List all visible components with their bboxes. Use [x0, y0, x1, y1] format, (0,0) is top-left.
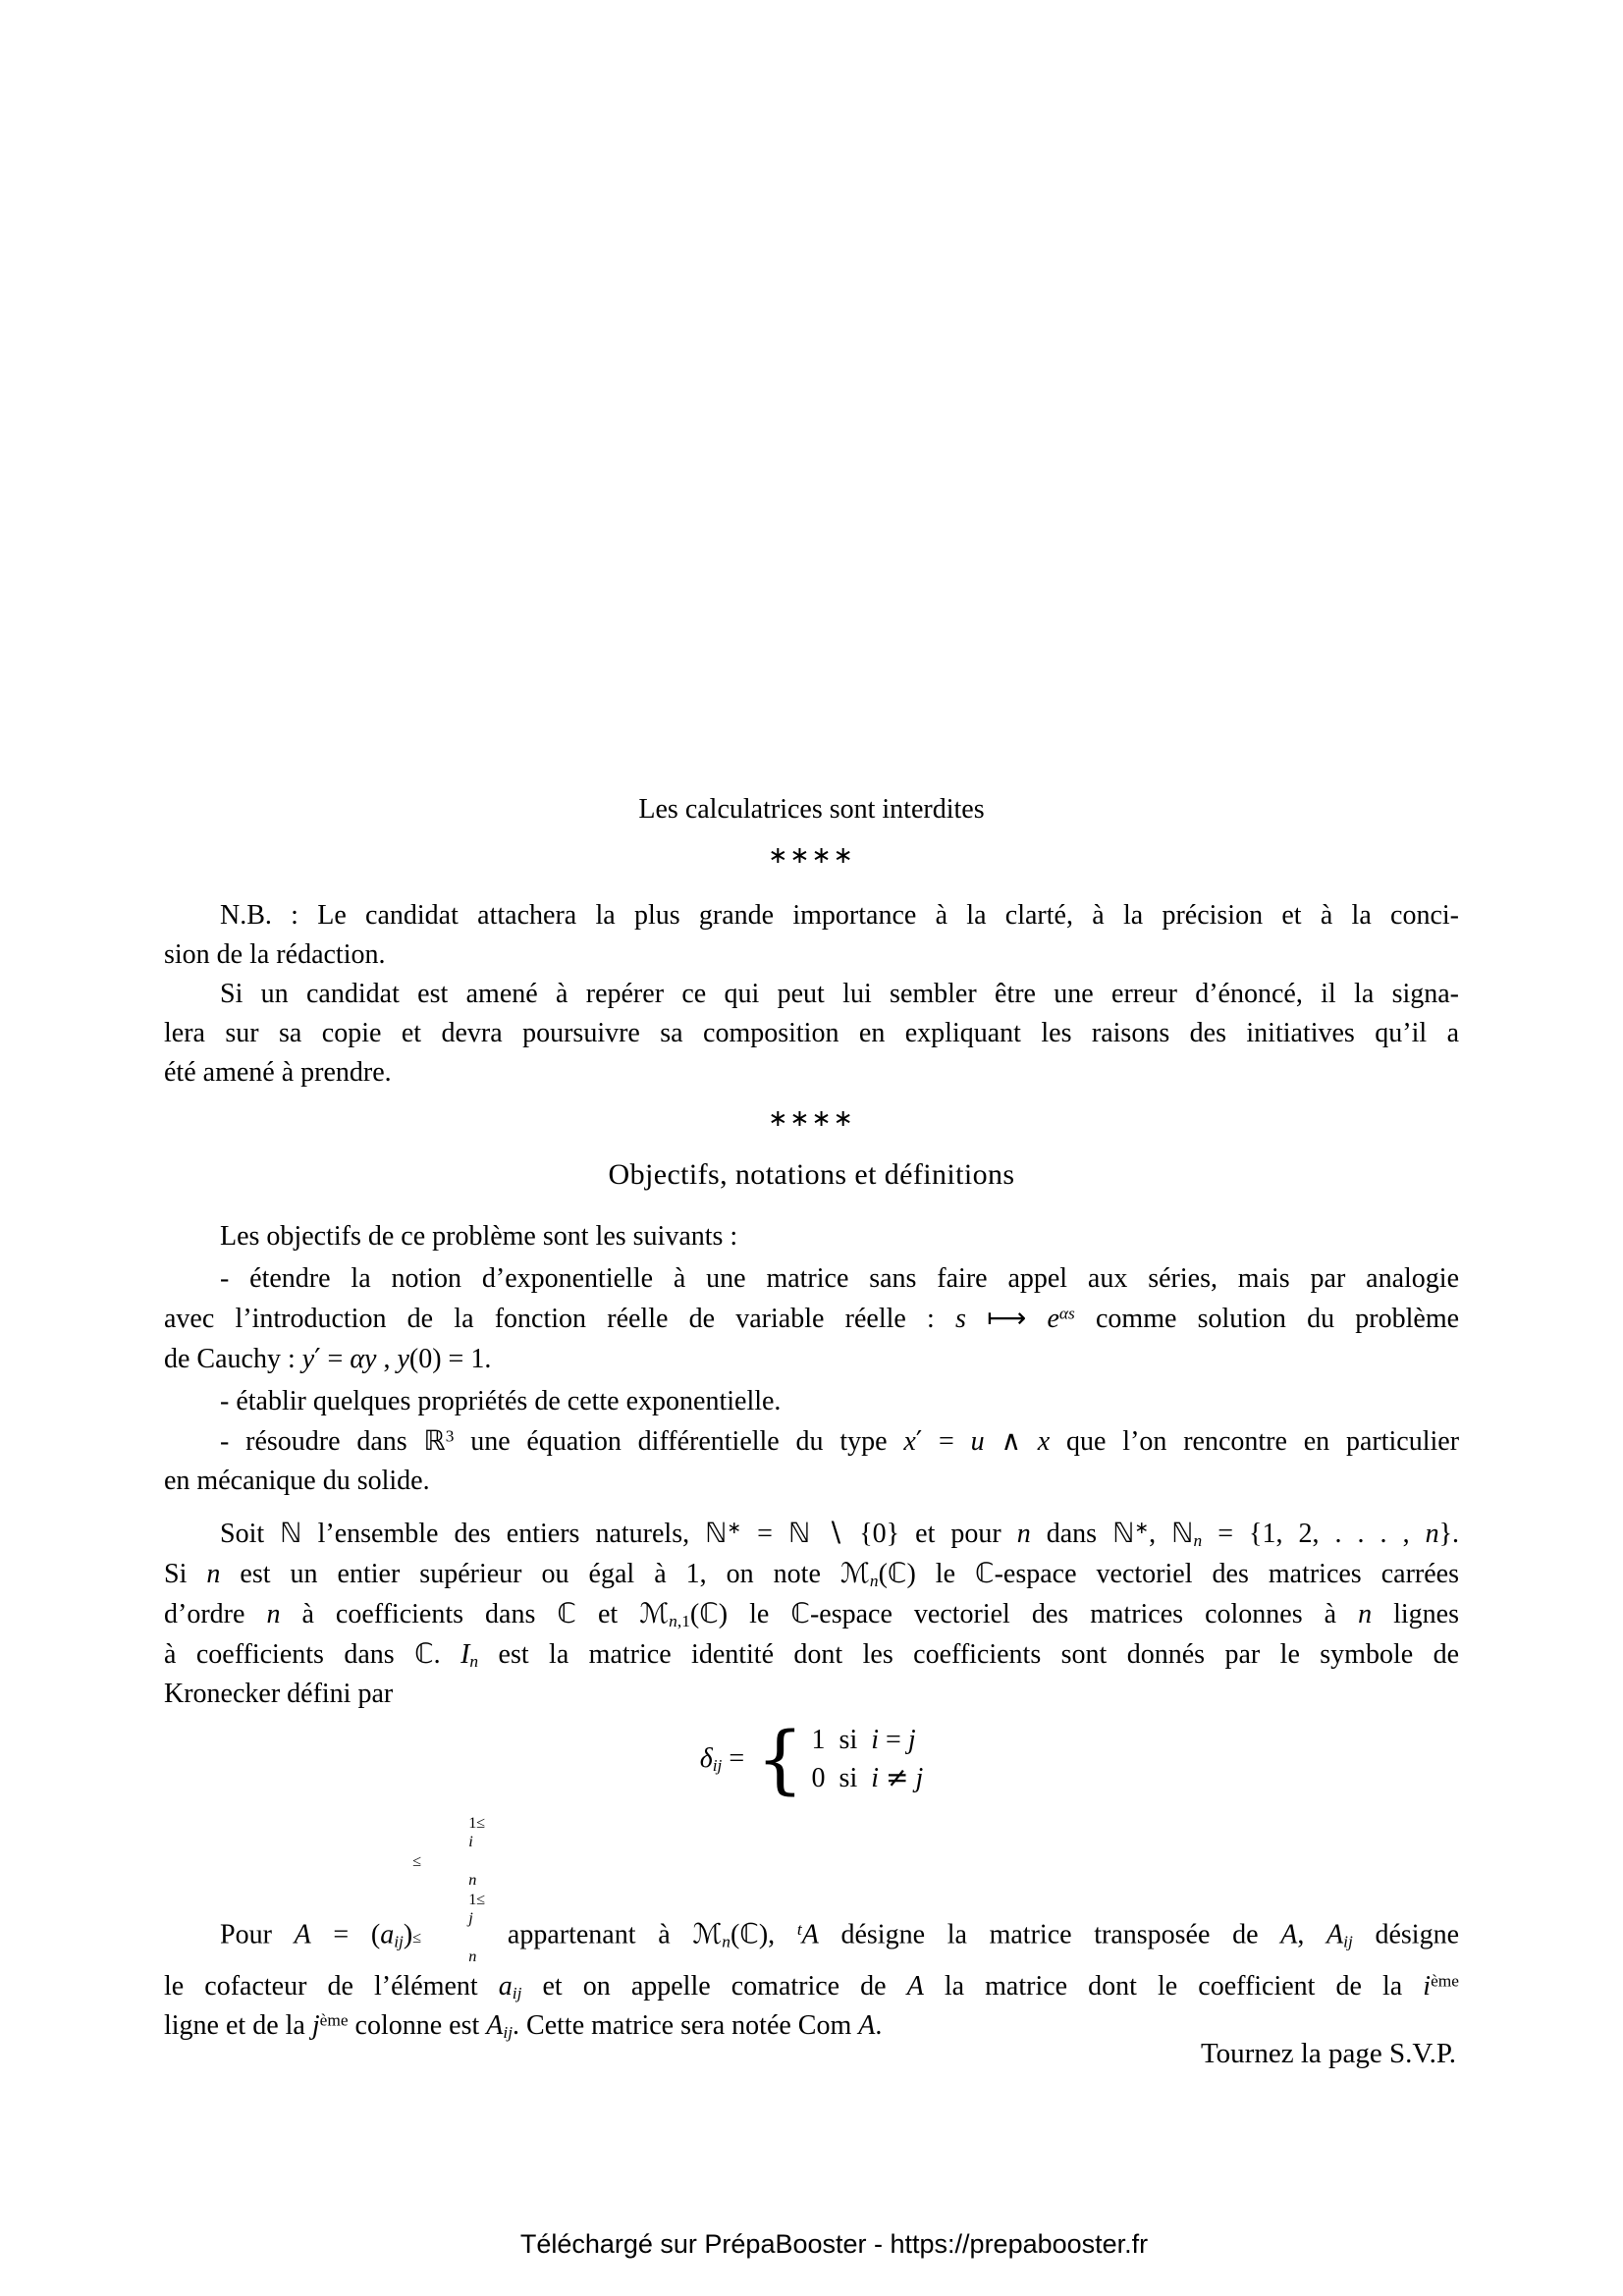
paragraph-comatrice [164, 1814, 1459, 2046]
download-footer: Téléchargé sur PrépaBooster - https://prepabooster.fr [519, 2229, 1149, 2259]
section-heading: Objectifs, notations et définitions [608, 1158, 1015, 1191]
paragraph-resoudre [164, 1421, 1459, 1501]
text-line: - établir quelques propriétés de cette exponentielle. [220, 1386, 782, 1416]
text-line: été amené à prendre. [164, 1057, 392, 1088]
paragraph-nb [164, 896, 1459, 975]
text-line: en mécanique du solide. [164, 1466, 430, 1496]
equation-case-1: 1 si i = j [811, 1724, 916, 1755]
text-line: Soit ℕ l’ensemble des entiers naturels, ℕ∗ = ℕ ∖ {0} et pour n dans ℕ∗, ℕ$_n$ = {1, 2, . . . , n}. [220, 1517, 1460, 1550]
text-line: Les objectifs de ce problème sont les suivants : [220, 1221, 738, 1252]
page-content [164, 0, 1459, 2046]
stacked-subscript: 1≤ i ≤ n 1≤ j ≤ n [412, 1814, 486, 1966]
equation-case-2: 0 si i ≠ j [811, 1760, 924, 1793]
paragraph-erreur [164, 975, 1459, 1093]
paragraph-notations [164, 1514, 1459, 1714]
text-line: le cofacteur de l’élément $a_{ij}$ et on appelle comatrice de A la matrice dont le coefficient de la $i^{ème}$ [164, 1970, 1459, 2002]
text-line: Si n est un entier supérieur ou égal à 1, on note ℳ$_n$(ℂ) le ℂ-espace vectoriel des matrices carrées [164, 1557, 1459, 1590]
text-line: Si un candidat est amené à repérer ce qui peut lui sembler être une erreur d’énoncé, il la signa- [220, 979, 1459, 1009]
text-line: ligne et de la $j^{ème}$ colonne est $A_{ij}$. Cette matrice sera notée Com A. [164, 2009, 883, 2042]
text-line: N.B. : Le candidat attachera la plus grande importance à la clarté, à la précision et à la conci- [220, 900, 1459, 931]
text-line: sion de la rédaction. [164, 939, 386, 970]
equation-lhs: $\delta_{ij}$ = [699, 1743, 745, 1775]
text-line: avec l’introduction de la fonction réelle de variable réelle : s ⟼ $e^{\alpha s}$ comme solution du problème [164, 1302, 1460, 1334]
text-line: lera sur sa copie et devra poursuivre sa composition en expliquant les raisons des initiatives qu’il a [164, 1018, 1459, 1048]
text-line: - étendre la notion d’exponentielle à une matrice sans faire appel aux séries, mais par analogie [220, 1263, 1459, 1294]
separator-top: ∗∗∗∗ [768, 841, 855, 869]
turn-page-note: Tournez la page S.V.P. [1200, 2038, 1456, 2069]
separator-middle: ∗∗∗∗ [768, 1104, 855, 1132]
paragraph-objectifs-intro [164, 1217, 1459, 1256]
equation-cases [812, 1722, 924, 1797]
kronecker-equation [164, 1715, 1459, 1802]
text-line: à coefficients dans ℂ. $I_n$ est la matrice identité dont les coefficients sont donnés par le symbole de [164, 1637, 1460, 1671]
notice-title: Les calculatrices sont interdites [638, 794, 985, 825]
left-brace-glyph: { [756, 1715, 804, 1802]
paragraph-etablir [164, 1382, 1459, 1421]
text-line: d’ordre n à coefficients dans ℂ et ℳ$_{n,1}$(ℂ) le ℂ-espace vectoriel des matrices colonnes à n lignes [164, 1597, 1460, 1630]
text-line: Pour $A = (a_{ij})$ 1≤ i ≤ n 1≤ j ≤ n appartenant à ℳ$_n$(ℂ), $^t$A désigne la matrice transposée de A, $A_{ij}$ désigne [220, 1814, 1459, 1966]
text-line: Kronecker défini par [164, 1679, 394, 1709]
text-line: - résoudre dans ℝ$^3$ une équation différentielle du type x′ = u ∧ x que l’on rencontre en particulier [220, 1424, 1460, 1457]
text-line: de Cauchy : y′ = αy , y(0) = 1. [164, 1342, 492, 1374]
paragraph-etendre [164, 1259, 1459, 1379]
